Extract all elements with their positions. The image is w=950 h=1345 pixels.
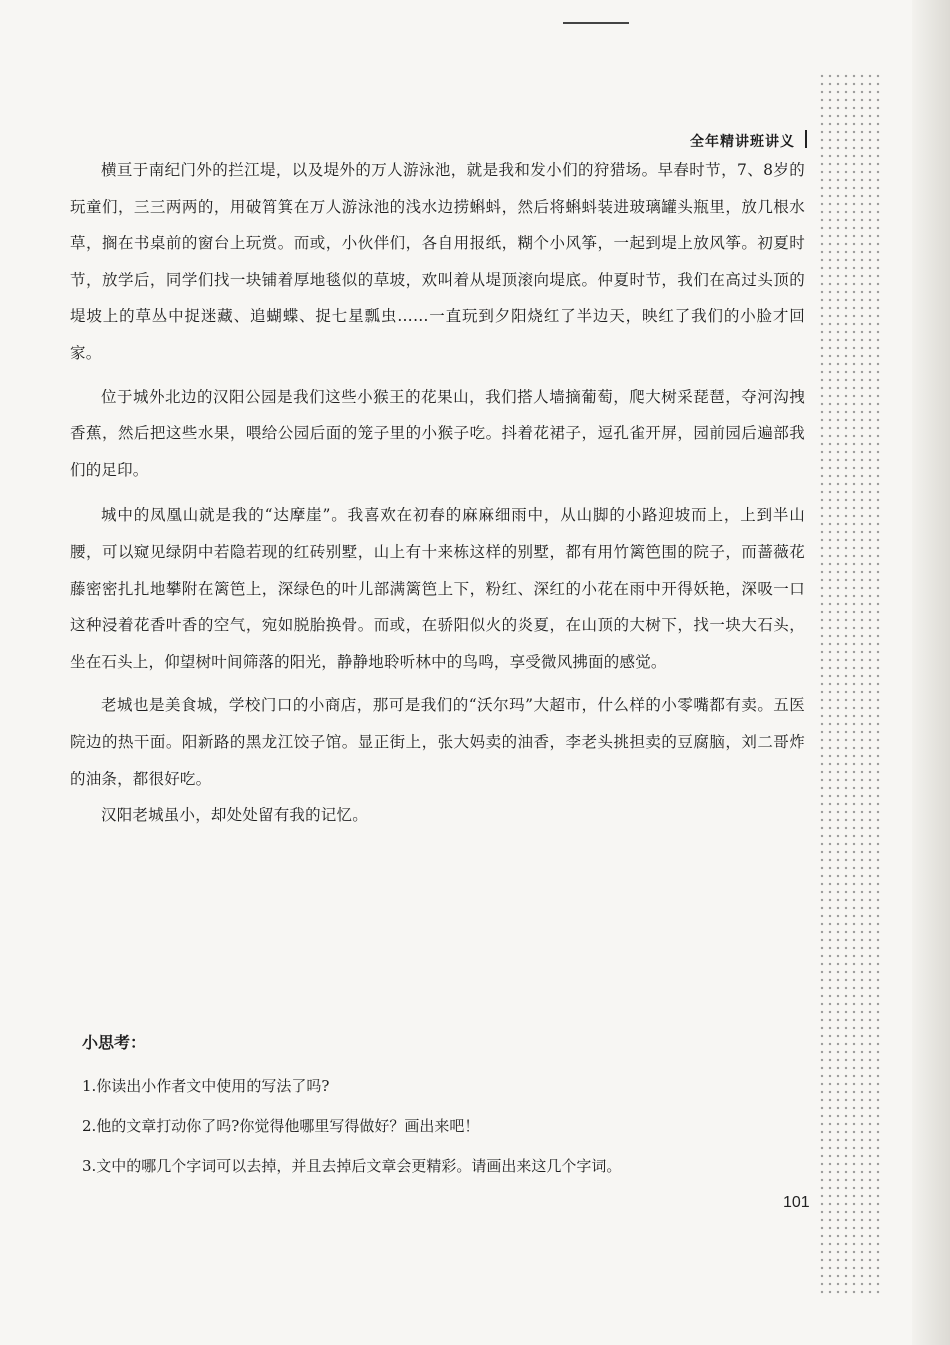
paragraph-embankment: 横亘于南纪门外的拦江堤，以及堤外的万人游泳池，就是我和发小们的狩猎场。早春时节，7、8岁的玩童们，三三两两的，用破筲箕在万人游泳池的浅水边捞蝌蚪，然后将蝌蚪装进玻璃罐头瓶里，放几根水草，搁在书桌前的窗台上玩赏。而或，小伙伴们，各自用报纸，糊个小风筝，一起到堤上放风筝。初夏时节，放学后，同学们找一块铺着厚地毯似的草坡，欢叫着从堤顶滚向堤底。仲夏时节，我们在高过头顶的堤坡上的草丛中捉迷藏、追蝴蝶、捉七星瓢虫……一直玩到夕阳烧红了半边天，映红了我们的小脸才回家。 <box>70 161 805 362</box>
question-item: 2.他的文章打动你了吗?你觉得他哪里写得做好？画出来吧！ <box>82 1117 480 1135</box>
top-rule <box>563 22 629 24</box>
page-number: 101 <box>783 1194 810 1211</box>
running-header: 全年精讲班讲义 <box>690 134 795 150</box>
question-list <box>82 1070 782 1190</box>
dotted-margin-strip <box>818 72 880 1297</box>
question-item: 3.文中的哪几个字词可以去掉，并且去掉后文章会更精彩。请画出来这几个字词。 <box>82 1157 622 1175</box>
paragraph-phoenix-hill: 城中的凤凰山就是我的“达摩崖”。我喜欢在初春的麻麻细雨中，从山脚的小路迎坡而上，上到半山腰，可以窥见绿阴中若隐若现的红砖别墅，山上有十来栋这样的别墅，都有用竹篱笆围的院子，而蔷薇花藤密密扎扎地攀附在篱笆上，深绿色的叶儿部满篱笆上下，粉红、深红的小花在雨中开得妖艳，深吸一口这种浸着花香叶香的空气，宛如脱胎换骨。而或，在骄阳似火的炎夏，在山顶的大树下，找一块大石头，坐在石头上，仰望树叶间筛落的阳光，静静地聆听林中的鸟鸣，享受微风拂面的感觉。 <box>70 506 805 671</box>
thinking-section-title: 小思考： <box>82 1033 147 1052</box>
paragraph-conclusion: 汉阳老城虽小，却处处留有我的记忆。 <box>101 806 368 825</box>
paragraph-park: 位于城外北边的汉阳公园是我们这些小猴王的花果山，我们搭人墙摘葡萄，爬大树采琵琶，夺河沟拽香蕉，然后把这些水果，喂给公园后面的笼子里的小猴子吃。抖着花裙子，逗孔雀开屏，园前园后遍部我们的足印。 <box>70 387 805 479</box>
header-rule <box>805 130 807 148</box>
article-body <box>70 152 805 834</box>
question-item: 1.你读出小作者文中使用的写法了吗? <box>82 1077 330 1095</box>
page-edge-shadow <box>912 0 950 1345</box>
paragraph-food: 老城也是美食城，学校门口的小商店，那可是我们的“沃尔玛”大超市，什么样的小零嘴都有卖。五医院边的热干面。阳新路的黑龙江饺子馆。显正街上，张大妈卖的油香，李老头挑担卖的豆腐脑，刘二哥炸的油条，都很好吃。 <box>70 696 805 788</box>
